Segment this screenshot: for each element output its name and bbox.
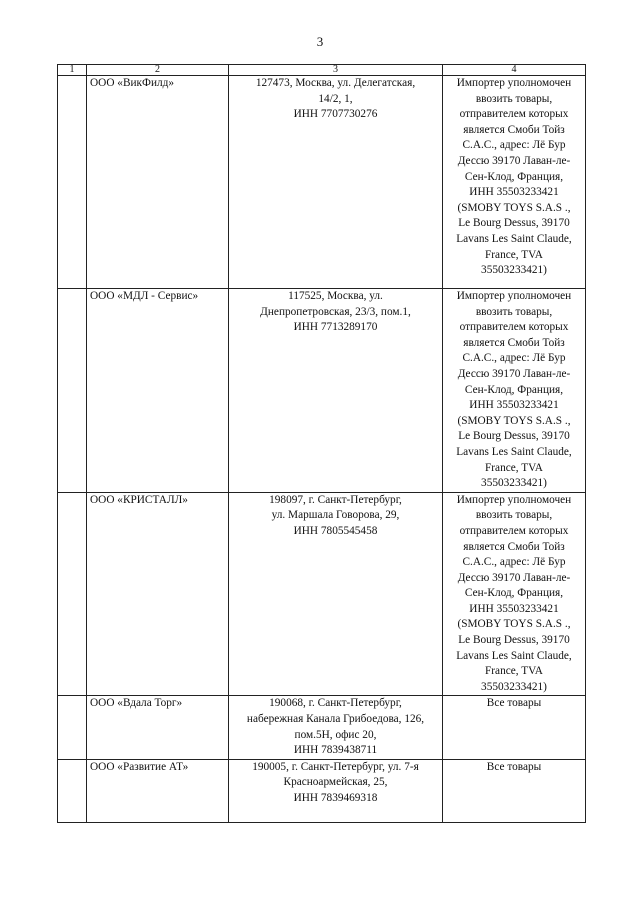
text-line: Дессю 39170 Лаван-ле-: [457, 154, 571, 167]
text-line: Импортер уполномочен: [456, 290, 572, 302]
table-row: [58, 759, 586, 822]
text-line: ввозить товары,: [475, 305, 553, 318]
text-line: Дессю 39170 Лаван-ле-: [457, 367, 571, 380]
text-line: (SMOBY TOYS S.A.S .,: [457, 618, 571, 631]
goods-cell: [443, 492, 586, 696]
text-line: Le Bourg Dessus, 39170: [458, 634, 570, 647]
text-line: является Смоби Тойз: [463, 123, 565, 136]
text-line: ввозить товары,: [475, 509, 553, 522]
row-number-cell: [58, 492, 87, 696]
text-line: Импортер уполномочен: [456, 493, 572, 506]
text-line: 35503233421): [481, 477, 547, 490]
text-line: С.А.С., адрес: Лё Бур: [462, 556, 566, 569]
table-header-row: [58, 65, 586, 76]
row-number-cell: [58, 759, 87, 822]
goods-cell: [443, 696, 586, 759]
company-name-cell: ООО «Развитие АТ»: [87, 759, 229, 822]
text-line: ввозить товары,: [475, 92, 553, 105]
column-header: 4: [443, 65, 586, 76]
text-line: Lavans Les Saint Claude,: [456, 445, 572, 458]
address-cell: [229, 289, 443, 493]
text-line: С.А.С., адрес: Лё Бур: [462, 139, 566, 152]
text-line: Сен-Клод, Франция,: [464, 170, 564, 183]
text-line: ул. Маршала Говорова, 29,: [271, 509, 400, 522]
row-number-cell: [58, 76, 87, 289]
text-line: Сен-Клод, Франция,: [464, 587, 564, 600]
text-line: Красноармейская, 25,: [283, 776, 388, 789]
text-line: ИНН 7805545458: [293, 524, 378, 537]
table-row: [58, 289, 586, 493]
column-header: 3: [229, 65, 443, 76]
table-row: [58, 696, 586, 759]
text-line: Импортер уполномочен: [456, 77, 572, 89]
company-name-cell: ООО «КРИСТАЛЛ»: [87, 492, 229, 696]
text-line: Все товары: [486, 697, 542, 710]
goods-cell: [443, 289, 586, 493]
text-line: отправителем которых: [459, 524, 569, 537]
company-name-cell: ООО «МДЛ - Сервис»: [87, 289, 229, 493]
text-line: Дессю 39170 Лаван-ле-: [457, 571, 571, 584]
text-line: отправителем которых: [459, 108, 569, 121]
text-line: ИНН 35503233421: [469, 602, 559, 615]
text-line: (SMOBY TOYS S.A.S .,: [457, 414, 571, 427]
text-line: С.А.С., адрес: Лё Бур: [462, 352, 566, 365]
text-line: Lavans Les Saint Claude,: [456, 232, 572, 245]
text-line: 35503233421): [481, 680, 547, 693]
text-line: ИНН 35503233421: [469, 399, 559, 412]
text-line: Le Bourg Dessus, 39170: [458, 217, 570, 230]
text-line: 190005, г. Санкт-Петербург, ул. 7-я: [252, 760, 419, 773]
column-header: 2: [87, 65, 229, 76]
text-line: Все товары: [486, 760, 542, 773]
text-line: 117525, Москва, ул.: [288, 290, 383, 302]
text-line: 14/2, 1,: [318, 92, 353, 105]
text-line: набережная Канала Грибоедова, 126,: [246, 713, 425, 726]
text-line: является Смоби Тойз: [463, 336, 565, 349]
row-number-cell: [58, 289, 87, 493]
importers-table: [57, 64, 586, 823]
goods-cell: [443, 759, 586, 822]
goods-cell: [443, 76, 586, 289]
column-header: 1: [58, 65, 87, 76]
address-cell: [229, 76, 443, 289]
text-line: является Смоби Тойз: [463, 540, 565, 553]
text-line: France, TVA: [485, 248, 543, 261]
text-line: Днепропетровская, 23/3, пом.1,: [260, 305, 411, 318]
address-cell: [229, 759, 443, 822]
address-cell: [229, 696, 443, 759]
address-cell: [229, 492, 443, 696]
text-line: пом.5Н, офис 20,: [294, 728, 377, 741]
text-line: ИНН 7839438711: [293, 744, 378, 757]
company-name-cell: ООО «Вдала Торг»: [87, 696, 229, 759]
text-line: ИНН 35503233421: [469, 186, 559, 199]
company-name-cell: ООО «ВикФилд»: [87, 76, 229, 289]
text-line: ИНН 7713289170: [293, 321, 378, 334]
text-line: отправителем которых: [459, 321, 569, 334]
text-line: France, TVA: [485, 665, 543, 678]
text-line: Сен-Клод, Франция,: [464, 383, 564, 396]
text-line: France, TVA: [485, 461, 543, 474]
page-number: 3: [316, 34, 324, 49]
row-number-cell: [58, 696, 87, 759]
text-line: ИНН 7707730276: [293, 108, 378, 121]
text-line: 35503233421): [481, 264, 547, 277]
table-row: [58, 76, 586, 289]
text-line: 198097, г. Санкт-Петербург,: [269, 493, 402, 506]
text-line: 190068, г. Санкт-Петербург,: [269, 697, 402, 710]
table-row: [58, 492, 586, 696]
text-line: (SMOBY TOYS S.A.S .,: [457, 201, 571, 214]
text-line: ИНН 7839469318: [293, 792, 378, 804]
text-line: 127473, Москва, ул. Делегатская,: [255, 77, 416, 89]
text-line: Lavans Les Saint Claude,: [456, 649, 572, 662]
text-line: Le Bourg Dessus, 39170: [458, 430, 570, 443]
